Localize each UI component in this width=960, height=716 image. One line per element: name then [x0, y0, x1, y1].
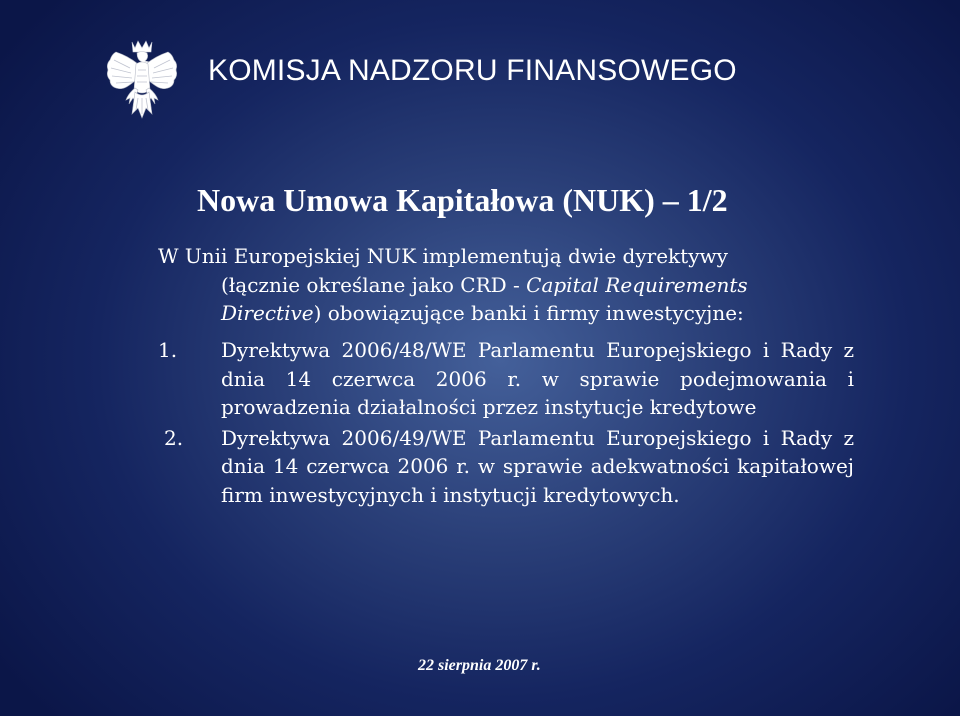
intro-line-2	[158, 271, 854, 300]
intro-paragraph	[158, 242, 854, 328]
list-item-text: Dyrektywa 2006/49/WE Parlamentu Europejskiego i Rady z dnia 14 czerwca 2006 r. w sprawie adekwatności kapitałowej firm inwestycyjnych i instytucji kredytowych.	[221, 425, 854, 507]
intro-line-1: W Unii Europejskiej NUK implementują dwie dyrektywy	[158, 244, 728, 268]
intro-line-3-text: ) obowiązujące banki i firmy inwestycyjne:	[313, 301, 744, 325]
directives-list	[158, 336, 854, 511]
list-item	[158, 424, 854, 510]
footer-date: 22 sierpnia 2007 r.	[418, 657, 541, 674]
intro-line-2-text: (łącznie określane jako CRD -	[221, 272, 527, 297]
eagle-emblem-icon	[104, 38, 180, 120]
list-item-text: Dyrektywa 2006/48/WE Parlamentu Europejskiego i Rady z dnia 14 czerwca 2006 r. w sprawie podejmowania i prowadzenia działalności przez instytucje kredytowe	[221, 338, 854, 419]
list-item-number: 2.	[164, 425, 184, 450]
slide-title: Nowa Umowa Kapitałowa (NUK) – 1/2	[197, 182, 728, 218]
list-item	[158, 336, 854, 422]
intro-line-3-italic: Directive	[221, 301, 314, 325]
intro-line-3	[158, 299, 854, 328]
list-item-number: 1.	[158, 338, 178, 362]
intro-line-2-italic: Capital Requirements	[526, 272, 748, 297]
organization-title: KOMISJA NADZORU FINANSOWEGO	[208, 54, 737, 87]
